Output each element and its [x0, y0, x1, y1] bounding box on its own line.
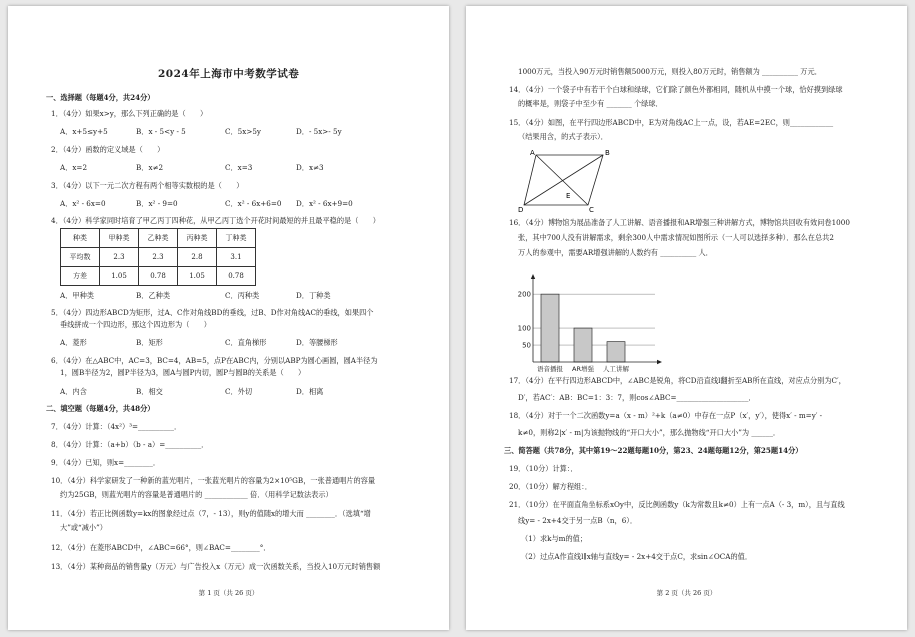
- q3-option-a: A．x² - 6x=0: [60, 199, 106, 208]
- question-18-line-1: 18．（4分）对于一个二次函数y=a（x - m）²+k（a≠0）中存在一点P（x′，y′），使得x′ - m=y′ -: [509, 411, 823, 420]
- question-19: 19．（10分）计算：．: [509, 464, 578, 473]
- q3-option-b: B．x² - 9=0: [136, 199, 178, 208]
- y-tick-label: 50: [522, 341, 531, 350]
- q2-option-d: D．x≠3: [296, 163, 324, 172]
- table-cell: 0.78: [139, 267, 178, 286]
- table-header-cell: 甲种类: [100, 229, 139, 248]
- section-choice-heading: 一、选择题（每题4分，共24分）: [46, 93, 155, 102]
- q3-option-d: D．x² - 6x+9=0: [296, 199, 353, 208]
- line-be-to-d: [524, 155, 603, 205]
- question-21-part-1: （1）求k与m的值；: [521, 534, 588, 543]
- question-16-line-3: 万人的参观中，需要AR增强讲解的人数约有 __________ 人．: [518, 248, 713, 257]
- q6-option-a: A．内含: [60, 387, 87, 396]
- q1-option-d: D．- 5x>- 5y: [296, 127, 342, 136]
- question-3: 3．（4分）以下一元二次方程有两个相等实数根的是（ ）: [51, 181, 244, 190]
- q6-option-c: C．外切: [225, 387, 253, 396]
- q4-option-b: B．乙种类: [136, 291, 171, 300]
- question-10-line-1: 10．（4分）科学家研发了一种新的蓝光唱片，一张蓝光唱片的容量为2×10⁵GB，一张普通唱片的容量: [51, 476, 376, 485]
- bar: [574, 328, 592, 362]
- section-answer-heading: 三、简答题（共78分，其中第19～22题每题10分，第23、24题每题12分，第25题14分）: [504, 446, 803, 455]
- y-tick-label: 200: [517, 290, 531, 299]
- question-12: 12．（4分）在菱形ABCD中，∠ABC=66°，则∠BAC=________°．: [51, 543, 271, 552]
- question-11-line-2: 大”或“减小”）: [60, 523, 107, 532]
- question-8: 8．（4分）计算：（a+b）（b - a）=__________．: [51, 440, 209, 449]
- label-point-e: E: [566, 192, 571, 200]
- table-cell: 2.3: [139, 248, 178, 267]
- table-cell: 1.05: [100, 267, 139, 286]
- question-6-line-1: 6．（4分）在△ABC中，AC=3，BC=4，AB=5，点P在ABC内，分别以ABP为圆心画圆，圆A半径为: [51, 356, 378, 365]
- section-fill-heading: 二、填空题（每题4分，共48分）: [46, 404, 155, 413]
- q4-option-c: C．丙种类: [225, 291, 260, 300]
- table-header-cell: 乙种类: [139, 229, 178, 248]
- question-21-part-2: （2）过点A作直线l∥x轴与直线y= - 2x+4交于点C，求sin∠OCA的值．: [521, 552, 753, 561]
- q2-option-b: B．x≠2: [136, 163, 164, 172]
- q5-option-c: C．直角梯形: [225, 338, 267, 347]
- table-header-cell: 种类: [61, 229, 100, 248]
- label-point-c: C: [589, 206, 594, 213]
- q1-option-c: C．5x>5y: [225, 127, 261, 136]
- exam-page-2: [466, 6, 907, 630]
- q1-option-a: A．x+5≤y+5: [60, 127, 108, 136]
- q3-option-c: C．x² - 6x+6=0: [225, 199, 282, 208]
- q4-data-table: [60, 228, 256, 286]
- label-point-a: A: [530, 149, 535, 157]
- question-5-line-2: 垂线拼成一个四边形，那这个四边形为（ ）: [60, 320, 211, 329]
- question-4: 4．（4分）科学家同时培育了甲乙丙丁四种花，从甲乙丙丁选个开花时间最短的并且最平稳的是（ ）: [51, 216, 380, 225]
- question-16-line-2: 张，其中700人没有讲解需求，剩余300人中需求情况如图所示（一人可以选择多种）．那么在总共2: [518, 233, 834, 242]
- question-14-line-1: 14．（4分）一个袋子中有若干个白球和绿球，它们除了颜色外都相同，随机从中摸一个球，恰好摸到绿球: [509, 85, 843, 94]
- page-footer: 第 2 页（共 26 页）: [656, 589, 717, 597]
- table-row: [61, 267, 256, 286]
- table-cell: 0.78: [217, 267, 256, 286]
- table-cell: 2.8: [178, 248, 217, 267]
- question-16-line-1: 16．（4分）博物馆为展品准备了人工讲解、语音播报和AR增强三种讲解方式，博物馆共回收有效问卷1000: [509, 218, 850, 227]
- question-7: 7．（4分）计算：（4x²）³=__________．: [51, 422, 182, 431]
- question-10-line-2: 约为25GB，则蓝光唱片的容量是普通唱片的 ____________ 倍．（用科学记数法表示）: [60, 490, 333, 499]
- page-title: 2024年上海市中考数学试卷: [158, 68, 300, 80]
- table-cell: 1.05: [178, 267, 217, 286]
- question-2: 2．（4分）函数的定义域是（ ）: [51, 145, 165, 154]
- y-tick-label: 100: [517, 324, 531, 333]
- question-13-continued: 1000万元，当投入90万元时销售额5000万元，则投入80万元时，销售额为 __________ 万元．: [518, 67, 822, 76]
- x-axis-arrow: [657, 360, 662, 364]
- exam-page-1: [8, 6, 449, 630]
- q2-option-c: C．x=3: [225, 163, 253, 172]
- parallelogram-figure: [518, 147, 618, 213]
- x-tick-label: 人工讲解: [603, 365, 629, 373]
- label-point-d: D: [518, 206, 524, 213]
- question-21-line-1: 21．（10分）在平面直角坐标系xOy中，反比例函数y（k为常数且k≠0）上有一点A（- 3，m），且与直线: [509, 500, 845, 509]
- table-row: [61, 248, 256, 267]
- q4-option-d: D．丁种类: [296, 291, 331, 300]
- demand-bar-chart: [511, 272, 671, 376]
- q5-option-b: B．矩形: [136, 338, 163, 347]
- page-footer: 第 1 页（共 26 页）: [198, 589, 259, 597]
- q6-option-b: B．相交: [136, 387, 163, 396]
- table-header-cell: 丁种类: [217, 229, 256, 248]
- table-cell: 3.1: [217, 248, 256, 267]
- table-header-row: [61, 229, 256, 248]
- question-9: 9．（4分）已知，则x=________．: [51, 458, 161, 467]
- table-cell: 平均数: [61, 248, 100, 267]
- question-1: 1．（4分）如果x>y，那么下列正确的是（ ）: [51, 109, 208, 118]
- y-axis-arrow: [531, 274, 535, 279]
- question-18-line-2: k≠0，则称2|x′ - m|为该抛物线的“开口大小”，那么抛物线“开口大小”为 ______．: [518, 428, 781, 437]
- table-cell: 2.3: [100, 248, 139, 267]
- x-tick-label: AR增强: [572, 365, 594, 373]
- question-15-line-2: （结果用含，的式子表示）．: [518, 132, 608, 141]
- diagonal-ac: [536, 155, 588, 205]
- question-11-line-1: 11．（4分）若正比例函数y=kx的图象经过点（7，- 13），则y的值随x的增大而 ________．（选填“增: [51, 509, 371, 518]
- label-point-b: B: [605, 149, 610, 157]
- q5-option-d: D．等腰梯形: [296, 338, 338, 347]
- x-tick-label: 语音播报: [537, 365, 563, 373]
- bar: [607, 342, 625, 362]
- question-21-line-2: 线y= - 2x+4交于另一点B（n，6）．: [518, 516, 638, 525]
- question-17-line-2: D′，若AC′：AB：BC=1：3：7，则cos∠ABC=____________________．: [518, 393, 756, 402]
- q5-option-a: A．菱形: [60, 338, 87, 347]
- question-6-line-2: 1，圆B半径为2，圆P半径为3，圆A与圆P内切，圆P与圆B的关系是（ ）: [60, 368, 306, 377]
- question-5-line-1: 5．（4分）四边形ABCD为矩形，过A、C作对角线BD的垂线，过B、D作对角线AC的垂线，如果四个: [51, 308, 374, 317]
- question-15-line-1: 15．（4分）如图，在平行四边形ABCD中，E为对角线AC上一点，设，若AE=2EC，则____________: [509, 118, 834, 127]
- table-cell: 方差: [61, 267, 100, 286]
- question-13: 13．（4分）某种商品的销售量y（万元）与广告投入x（万元）成一次函数关系，当投入10万元时销售额: [51, 562, 381, 571]
- q1-option-b: B．x - 5<y - 5: [136, 127, 186, 136]
- table-header-cell: 丙种类: [178, 229, 217, 248]
- bar: [541, 294, 559, 362]
- q4-option-a: A．甲种类: [60, 291, 94, 300]
- q2-option-a: A．x=2: [60, 163, 88, 172]
- question-14-line-2: 的概率是，则袋子中至少有 _______ 个绿球．: [518, 99, 663, 108]
- question-17-line-1: 17．（4分）在平行四边形ABCD中，∠ABC是锐角，将CD沿直线l翻折至AB所在直线，对应点分别为C′，: [509, 376, 846, 385]
- question-20: 20．（10分）解方程组：．: [509, 482, 592, 491]
- q6-option-d: D．相离: [296, 387, 324, 396]
